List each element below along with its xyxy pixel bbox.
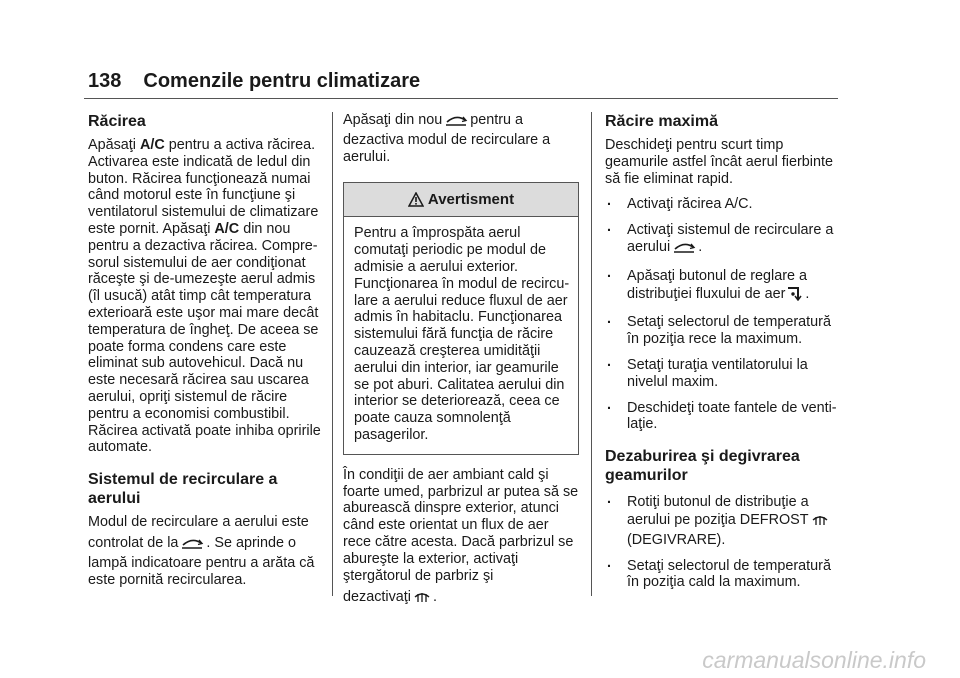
warning-title: Avertisment (427, 191, 515, 209)
section-heading-racirea: Răcirea (88, 113, 146, 130)
ac-button-label: A/C (140, 137, 165, 153)
column-3 (605, 112, 841, 591)
racirea-paragraph: Apăsaţi A/C pentru a activa răcirea. Activarea este indicată de ledul din buton. Răcirea funcţionează numai când motorul este în funcţiune şi ventilatorul sistemului de climatizare este pornit. Apăsaţi A/C din nou pentru a dezactiva răcirea. Compre-sorul sistemului de aer condiţionat răceşte şi de-umezeşte aerul admis (îl usucă) atât timp cât temperatura exterioară este uşor mai mare decât temperatura de îngheţ. De aceea se poate forma condens care este eliminat sub autovehicul. Dacă nu este necesară răcirea sau uscarea aerului, opriţi sistemul de răcire pentru a economisi combustibil. Răcirea activată poate inhiba opririle automate. (88, 137, 321, 456)
list-item: . Setaţi selectorul de temperatură în poziţia rece la maximum. (605, 314, 841, 348)
max-intro-paragraph: Deschideţi pentru scurt timp geamurile astfel încât aerul fierbinte să fie eliminat rapid. (605, 137, 833, 187)
recirc-paragraph-1: Modul de recirculare a aerului este (88, 514, 309, 531)
recirculation-icon (444, 113, 468, 132)
list-item: . Setaţi selectorul de temperatură în poziţia cald la maximum. (605, 558, 841, 592)
column-2 (343, 112, 579, 609)
recirc-paragraph-2: controlat de la . Se aprinde o lampă indicatoare pentru a arăta că este pornită recircularea. (88, 534, 315, 588)
humid-conditions-paragraph: În condiţii de aer ambiant cald şi foarte umed, parbrizul ar putea să se aburească dinspre exterior, atunci când este orientat un flux de aer rece către acesta. Dacă parbrizul se abureşte la exterior, activaţi ştergătorul de parbriz şi (343, 466, 579, 584)
page-number: 138 (88, 70, 122, 92)
list-item: . Apăsaţi butonul de reglare a distribuţiei fluxului de aer . (605, 268, 841, 306)
column-divider-1 (332, 112, 333, 596)
warning-header (344, 183, 578, 217)
section-heading-racire-maxima: Răcire maximă (605, 113, 718, 130)
page-title: Comenzile pentru climatizare (143, 70, 421, 92)
recirc-off-paragraph: Apăsaţi din nou pentru a dezactiva modul de recirculare a aerului. (343, 112, 551, 165)
list-item: . Activaţi sistemul de recirculare a aerului . (605, 222, 841, 259)
defrost-off-line: dezactivaţi . (343, 588, 579, 609)
list-item: . Setaţi turaţia ventilatorului la nivelul maxim. (605, 357, 841, 391)
list-item: . Rotiţi butonul de distribuţie a aerului pe poziţia DEFROST (DEGIVRARE). (605, 494, 841, 548)
column-divider-2 (591, 112, 592, 596)
page-header (88, 70, 420, 93)
recirculation-icon (672, 240, 696, 259)
defrost-icon (413, 588, 431, 609)
recirculation-icon (180, 536, 204, 555)
list-item: . Activaţi răcirea A/C. (605, 196, 841, 213)
section-heading-recirculare: Sistemul de recirculare a aerului (88, 471, 278, 508)
watermark: carmanualsonline.info (702, 647, 926, 673)
airflow-distribution-icon (787, 285, 803, 306)
warning-box (343, 182, 579, 454)
section-heading-dezaburire: Dezaburirea şi degivrarea geamurilor (605, 448, 800, 485)
warning-triangle-icon (408, 191, 428, 208)
list-item: . Deschideţi toate fantele de venti-laţie. (605, 400, 841, 434)
max-cooling-list (605, 196, 841, 433)
ac-button-label-2: A/C (214, 220, 240, 237)
defog-list (605, 494, 841, 591)
column-1 (88, 112, 324, 588)
defrost-icon (811, 511, 829, 532)
warning-body: Pentru a împrospăta aerul comutaţi periodic pe modul de admisie a aerului exterior. Funcţionarea în modul de recircu-lare a aerului reduce fluxul de aer admis în habitaclu. Funcţionarea sistemului fără funcţia de răcire cauzează creşterea umidităţii aerului din interior, iar geamurile se pot aburi. Calitatea aerului din interior se deteriorează, ceea ce poate cauza somnolenţă pasagerilor. (354, 225, 570, 443)
header-rule (84, 98, 838, 99)
